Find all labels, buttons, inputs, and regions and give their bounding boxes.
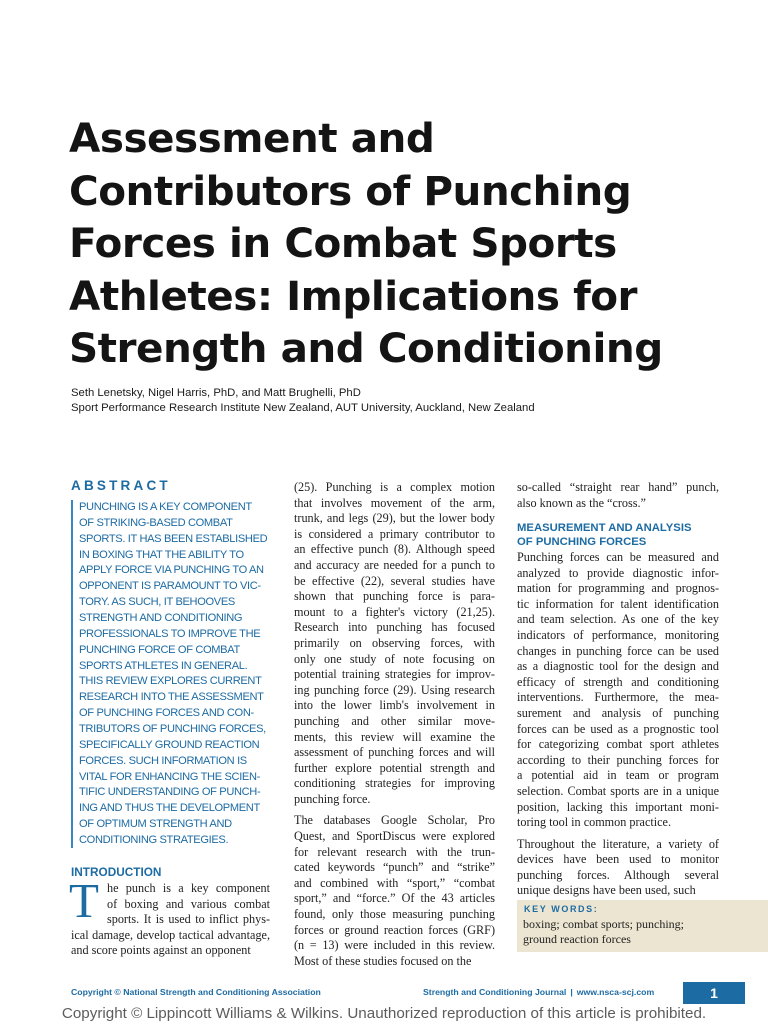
body-column-3 [517, 550, 719, 899]
body-line: assessment of punching forces and will [294, 745, 495, 760]
body-line: position, lacking this important moni- [517, 799, 719, 814]
body-line: cated keywords “punch” and “strike” [294, 860, 495, 875]
section-heading-line: MEASUREMENT AND ANALYSIS [517, 522, 692, 534]
body-line: (25). Punching is a complex motion [294, 480, 495, 494]
abstract-line: PUNCHING IS A KEY COMPONENT [79, 501, 252, 513]
body-line: forces can be used as a prognostic tool [517, 721, 719, 736]
body-line: he punch is a key component [107, 881, 270, 895]
abstract-line: CONDITIONING STRATEGIES. [79, 834, 229, 847]
body-line: indicators of performance, monitoring [517, 627, 719, 642]
abstract-line: STRENGTH AND CONDITIONING [79, 612, 243, 625]
body-line: and team selection. As one of the key [517, 612, 719, 627]
introduction-text [71, 881, 270, 959]
keywords-line: ground reaction forces [523, 931, 631, 946]
abstract-line: THIS REVIEW EXPLORES CURRENT [79, 675, 262, 688]
keywords-text [523, 917, 723, 946]
abstract-box [71, 500, 272, 848]
body-line: for categorizing combat sport athletes [517, 737, 719, 752]
body-line: Most of these studies focused on the [294, 953, 472, 968]
abstract-line: OPPONENT IS PARAMOUNT TO VIC- [79, 580, 261, 593]
body-line: unique designs have been used, such [517, 883, 696, 898]
body-line: ing punching force (29). Using research [294, 682, 495, 697]
title-line: Assessment and [69, 114, 435, 162]
body-line: so-called “straight rear hand” punch, [517, 480, 719, 494]
body-line: interventions. Furthermore, the mea- [517, 690, 719, 705]
body-line: ments, this review will examine the [294, 729, 495, 744]
body-line: selection. Combat sports are in a unique [517, 783, 719, 798]
keywords-line: boxing; combat sports; punching; [523, 917, 684, 931]
body-line: and score points against an opponent [71, 943, 251, 958]
body-line: a potential aid in team or program [517, 768, 719, 783]
body-line: forces or ground reaction forces (GRF) [294, 922, 495, 937]
keywords-box [517, 900, 768, 952]
title-line: Forces in Combat Sports [69, 219, 617, 267]
page-number: 1 [683, 982, 745, 1004]
body-line: and combined with “sport,” “combat [294, 875, 495, 890]
body-line: for relevant research with the trun- [294, 844, 495, 859]
body-line: devices have been used to monitor [517, 852, 719, 867]
body-line: further explore potential strength and [294, 760, 495, 775]
body-line: mation for programming and prognos- [517, 581, 719, 596]
journal-url-link[interactable]: www.nsca-scj.com [576, 987, 655, 997]
article-title [69, 112, 749, 375]
abstract-line: TIFIC UNDERSTANDING OF PUNCH- [79, 786, 261, 799]
body-line: tic information for talent identification [517, 596, 719, 611]
body-line: shown that punching force is para- [294, 589, 495, 604]
affiliation: Sport Performance Research Institute New Zealand, AUT University, Auckland, New Zealand [71, 402, 535, 414]
abstract-text [79, 500, 274, 849]
body-line: and accuracy are needed for a punch to [294, 557, 495, 572]
author-list: Seth Lenetsky, Nigel Harris, PhD, and Matt Brughelli, PhD [71, 387, 361, 399]
abstract-line: SPORTS. IT HAS BEEN ESTABLISHED [79, 532, 268, 545]
body-line: mount to a fighter's victory (21,25). [294, 604, 495, 619]
rights-notice: Copyright © Lippincott Williams & Wilkins. Unauthorized reproduction of this article is prohibited. [61, 1005, 707, 1022]
introduction-heading: INTRODUCTION [71, 865, 162, 879]
body-line: trunk, and legs (29), but the lower body [294, 511, 495, 526]
abstract-line: FORCES. SUCH INFORMATION IS [79, 754, 247, 767]
abstract-line: APPLY FORCE VIA PUNCHING TO AN [79, 564, 264, 577]
abstract-line: OF STRIKING-BASED COMBAT [79, 516, 233, 529]
abstract-line: SPECIFICALLY GROUND REACTION [79, 738, 260, 751]
body-line: Research into punching has focused [294, 620, 495, 635]
body-line: punching and other similar move- [294, 713, 495, 728]
footer-copyright: Copyright © National Strength and Conditioning Association [71, 987, 321, 997]
section-heading [517, 522, 727, 549]
journal-name: Strength and Conditioning Journal [423, 987, 567, 997]
abstract-line: TORY. AS SUCH, IT BEHOOVES [79, 596, 235, 609]
body-line: potential training strategies for improv- [294, 667, 495, 682]
abstract-line: ING AND THUS THE DEVELOPMENT [79, 802, 260, 815]
title-line: Strength and Conditioning [69, 324, 663, 372]
body-line: ical damage, develop tactical advantage, [71, 927, 270, 942]
body-column-3-top [517, 480, 719, 511]
body-line: that involves movement of the arm, [294, 495, 495, 510]
abstract-line: IN BOXING THAT THE ABILITY TO [79, 548, 244, 561]
body-line: Throughout the literature, a variety of [517, 836, 719, 851]
body-line: an effective punch (8). Although speed [294, 542, 495, 557]
body-line: punching forces. Although several [517, 867, 719, 882]
body-line: into the lower limb's involvement in [294, 698, 495, 713]
abstract-line: PROFESSIONALS TO IMPROVE THE [79, 627, 261, 640]
abstract-line: RESEARCH INTO THE ASSESSMENT [79, 691, 264, 704]
body-line: also known as the “cross.” [517, 495, 646, 510]
drop-cap: T [69, 873, 99, 928]
abstract-line: VITAL FOR ENHANCING THE SCIEN- [79, 770, 260, 783]
keywords-heading: KEY WORDS: [524, 904, 599, 914]
body-line: surement and analysis of punching [517, 705, 719, 720]
body-line: primarily on observing forces, with [294, 635, 495, 650]
body-line: (n = 13) were included in this review. [294, 938, 495, 953]
body-line: is considered a primary contributor to [294, 526, 495, 541]
body-line: sport,” and “force.” Of the 43 articles [294, 891, 495, 906]
body-line: analyzed to provide diagnostic infor- [517, 565, 719, 580]
body-line: changes in punching force can be used [517, 643, 719, 658]
body-line: conditioning strategies for improving [294, 776, 495, 791]
body-line: found, only those measuring punching [294, 907, 495, 922]
body-line: of boxing and various combat [107, 896, 270, 911]
footer-separator: | [570, 987, 573, 997]
abstract-line: TRIBUTORS OF PUNCHING FORCES, [79, 723, 266, 736]
body-line: as a diagnostic tool for the design and [517, 659, 719, 674]
abstract-heading: ABSTRACT [71, 478, 171, 493]
section-heading-line: OF PUNCHING FORCES [517, 535, 647, 548]
abstract-line: PUNCHING FORCE OF COMBAT [79, 643, 240, 656]
body-line: be effective (22), several studies have [294, 573, 495, 588]
body-line: Punching forces can be measured and [517, 550, 719, 564]
body-line: toring tool in common practice. [517, 815, 671, 830]
body-line: only one study of note focusing on [294, 651, 495, 666]
body-line: Quest, and SportDiscus were explored [294, 829, 495, 844]
body-line: efficacy of strength and conditioning [517, 674, 719, 689]
body-line: sports. It is used to inflict phys- [107, 912, 270, 927]
body-column-2 [294, 480, 495, 969]
body-line: according to their punching forces for [517, 752, 719, 767]
body-line: punching force. [294, 791, 371, 806]
abstract-line: OF OPTIMUM STRENGTH AND [79, 818, 232, 831]
body-line: The databases Google Scholar, Pro [294, 813, 495, 828]
abstract-line: SPORTS ATHLETES IN GENERAL. [79, 659, 248, 672]
title-line: Contributors of Punching [69, 166, 632, 215]
title-line: Athletes: Implications for [69, 271, 638, 320]
footer-journal [423, 987, 654, 997]
abstract-line: OF PUNCHING FORCES AND CON- [79, 707, 254, 720]
